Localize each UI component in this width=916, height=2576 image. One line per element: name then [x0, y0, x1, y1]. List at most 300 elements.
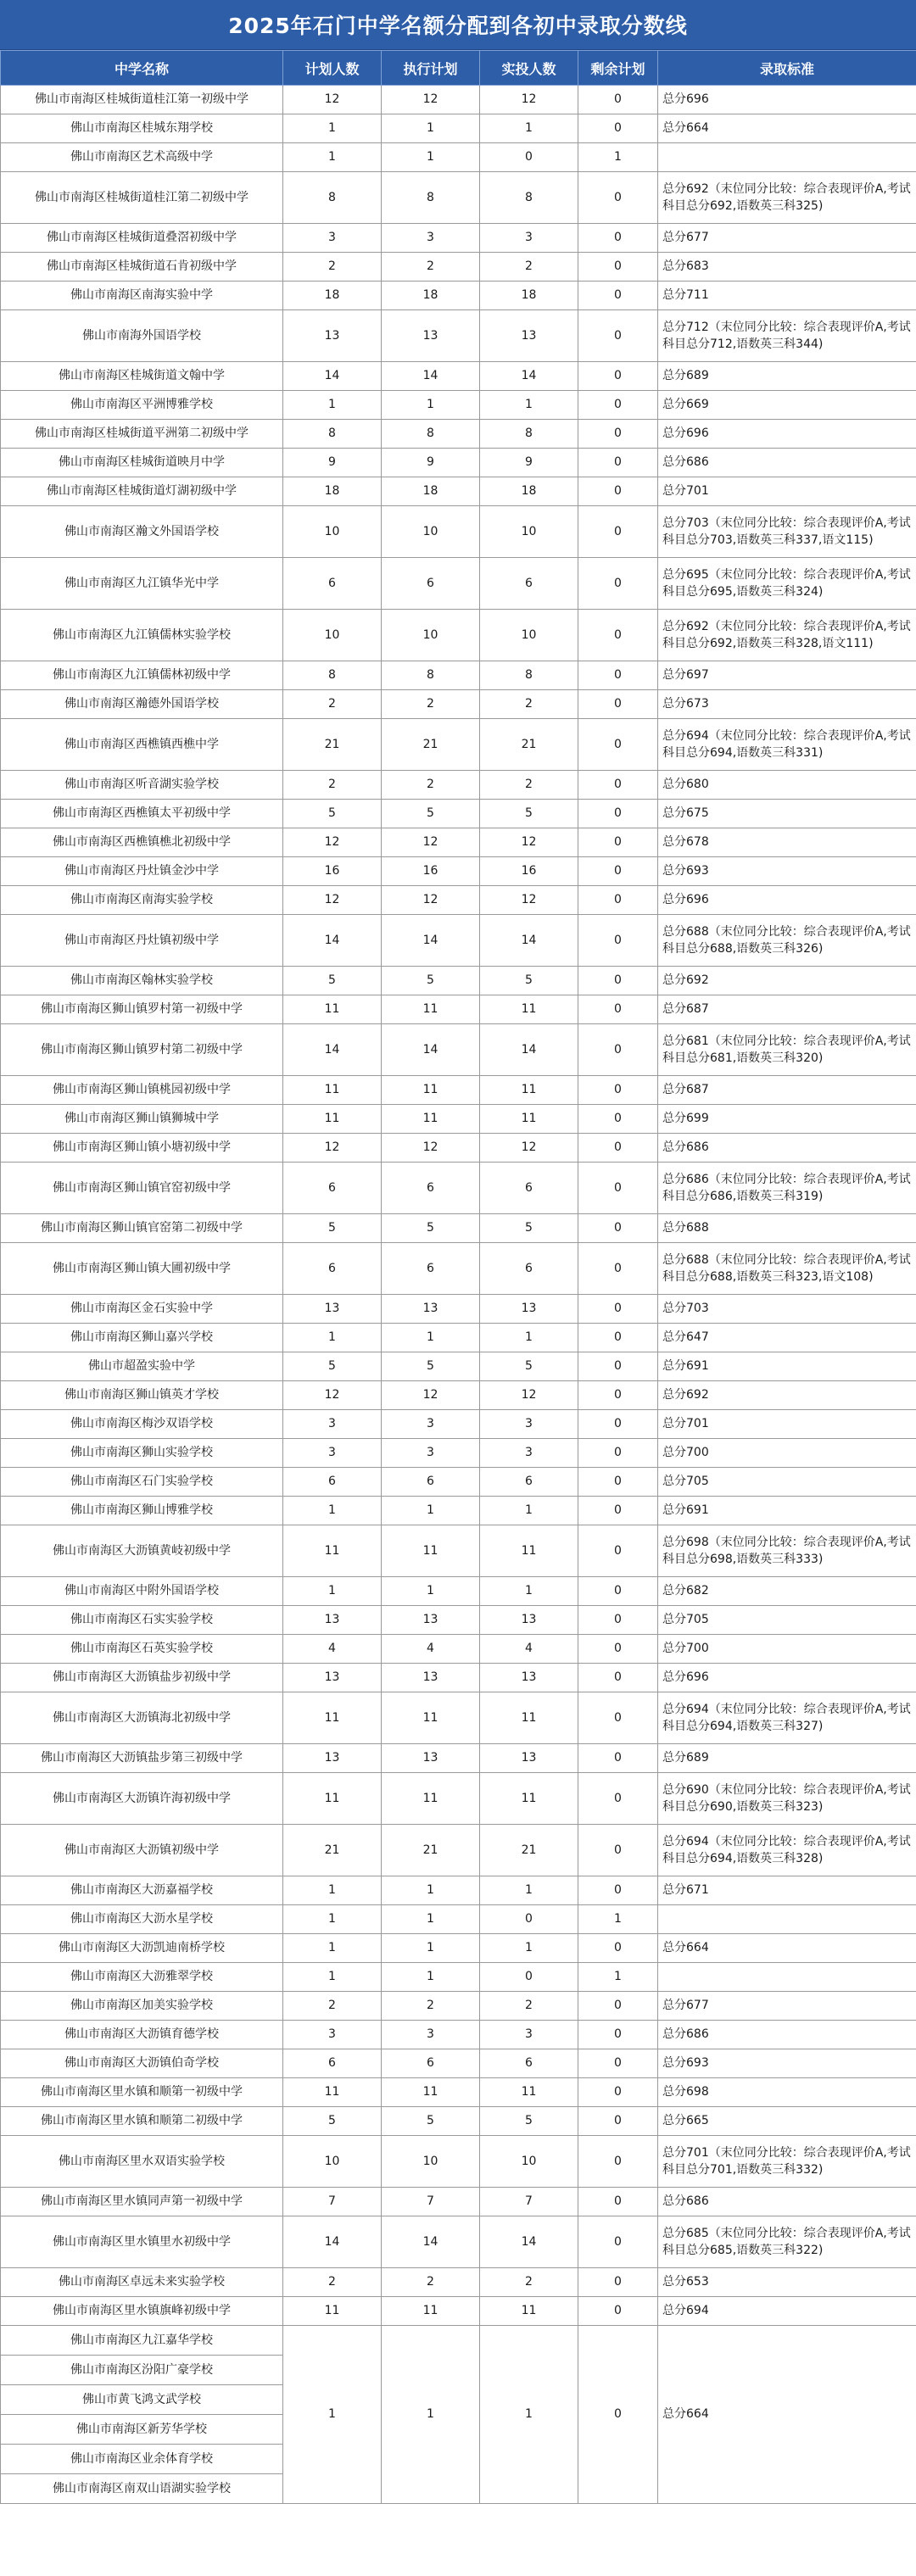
school-name-cell: 佛山市南海区九江镇儒林初级中学: [1, 661, 283, 690]
remaining-plan-cell: 0: [578, 1134, 658, 1163]
plan-count-cell: 1: [283, 1876, 382, 1905]
table-row: [1, 2297, 916, 2326]
table-row: [1, 2049, 916, 2078]
table-row: [1, 1664, 916, 1692]
remaining-plan-cell: 0: [578, 391, 658, 420]
actual-count-cell: 12: [480, 1381, 578, 1410]
school-name-cell: 佛山市南海区狮山实验学校: [1, 1439, 283, 1468]
plan-count-cell: 11: [283, 2078, 382, 2107]
table-row: [1, 610, 916, 661]
plan-count-cell: 1: [283, 1905, 382, 1934]
admission-standard-cell: 总分677: [658, 224, 916, 253]
exec-plan-cell: 8: [382, 661, 480, 690]
remaining-plan-cell: 0: [578, 2297, 658, 2326]
school-name-cell: 佛山市南海区九江嘉华学校: [1, 2326, 283, 2356]
actual-count-cell: 11: [480, 1692, 578, 1744]
exec-plan-cell: 1: [382, 1497, 480, 1525]
header-school-name: 中学名称: [1, 51, 283, 86]
plan-count-cell: 16: [283, 857, 382, 886]
admission-standard-cell: 总分694（末位同分比较：综合表现评价A,考试科目总分694,语数英三科328): [658, 1825, 916, 1876]
exec-plan-cell: 2: [382, 2268, 480, 2297]
remaining-plan-cell: 0: [578, 967, 658, 995]
plan-count-cell: 11: [283, 1692, 382, 1744]
remaining-plan-cell: 0: [578, 995, 658, 1024]
remaining-plan-cell: 0: [578, 1410, 658, 1439]
remaining-plan-cell: 0: [578, 1243, 658, 1295]
school-name-cell: 佛山市南海区金石实验中学: [1, 1295, 283, 1324]
remaining-plan-cell: 0: [578, 2216, 658, 2268]
exec-plan-cell: 3: [382, 2021, 480, 2049]
plan-count-cell: 8: [283, 420, 382, 449]
plan-count-cell: 11: [283, 2297, 382, 2326]
school-name-cell: 佛山市南海区狮山镇桃园初级中学: [1, 1076, 283, 1105]
remaining-plan-cell: 0: [578, 915, 658, 967]
actual-count-cell: 18: [480, 282, 578, 310]
school-name-cell: 佛山市南海区大沥镇伯奇学校: [1, 2049, 283, 2078]
actual-count-cell: 1: [480, 1324, 578, 1352]
admission-standard-cell: 总分681（末位同分比较：综合表现评价A,考试科目总分681,语数英三科320): [658, 1024, 916, 1076]
table-row: [1, 967, 916, 995]
actual-count-cell: 6: [480, 1243, 578, 1295]
remaining-plan-cell: 0: [578, 610, 658, 661]
exec-plan-cell: 1: [382, 1963, 480, 1992]
school-name-cell: 佛山市南海区狮山镇罗村第一初级中学: [1, 995, 283, 1024]
exec-plan-cell: 6: [382, 1163, 480, 1214]
school-name-cell: 佛山市南海区桂城街道文翰中学: [1, 362, 283, 391]
admission-standard-cell: 总分665: [658, 2107, 916, 2136]
school-name-cell: 佛山市南海区卓远未来实验学校: [1, 2268, 283, 2297]
header-exec-plan: 执行计划: [382, 51, 480, 86]
actual-count-cell: 1: [480, 1577, 578, 1606]
exec-plan-cell: 14: [382, 2216, 480, 2268]
school-name-cell: 佛山市南海区大沥镇海北初级中学: [1, 1692, 283, 1744]
plan-count-cell: 1: [283, 1963, 382, 1992]
exec-plan-cell: 2: [382, 690, 480, 719]
exec-plan-cell: 12: [382, 1381, 480, 1410]
school-name-cell: 佛山市南海区里水镇旗峰初级中学: [1, 2297, 283, 2326]
remaining-plan-cell: 0: [578, 2136, 658, 2188]
exec-plan-cell: 4: [382, 1635, 480, 1664]
actual-count-cell: 8: [480, 661, 578, 690]
exec-plan-cell: 7: [382, 2188, 480, 2216]
remaining-plan-cell: 0: [578, 1381, 658, 1410]
school-name-cell: 佛山市南海区加美实验学校: [1, 1992, 283, 2021]
exec-plan-cell: 1: [382, 1934, 480, 1963]
actual-count-cell: 10: [480, 610, 578, 661]
table-row: [1, 719, 916, 771]
admission-standard-cell: 总分689: [658, 1744, 916, 1773]
actual-count-cell: 12: [480, 886, 578, 915]
table-row: [1, 1134, 916, 1163]
table-row: [1, 828, 916, 857]
school-name-cell: 佛山市南海区南双山语湖实验学校: [1, 2474, 283, 2504]
table-row: [1, 1024, 916, 1076]
plan-count-cell: 1: [283, 114, 382, 143]
plan-count-cell: 2: [283, 771, 382, 800]
actual-count-cell: 21: [480, 719, 578, 771]
exec-plan-cell: 2: [382, 771, 480, 800]
plan-count-cell: 3: [283, 224, 382, 253]
actual-count-cell: 12: [480, 828, 578, 857]
admission-standard-cell: 总分701: [658, 1410, 916, 1439]
school-name-cell: 佛山市南海区南海实验中学: [1, 282, 283, 310]
plan-count-cell: 11: [283, 1076, 382, 1105]
plan-count-cell: 1: [283, 391, 382, 420]
exec-plan-cell: 13: [382, 310, 480, 362]
remaining-plan-cell: 0: [578, 2021, 658, 2049]
table-row: [1, 2216, 916, 2268]
admission-standard-cell: 总分711: [658, 282, 916, 310]
table-row: [1, 915, 916, 967]
admission-standard-cell: 总分688: [658, 1214, 916, 1243]
admission-standard-cell: 总分694: [658, 2297, 916, 2326]
school-name-cell: 佛山市南海区狮山镇官窑第二初级中学: [1, 1214, 283, 1243]
table-row: [1, 362, 916, 391]
admission-standard-cell: 总分647: [658, 1324, 916, 1352]
plan-count-cell: 1: [283, 143, 382, 172]
plan-count-cell: 14: [283, 362, 382, 391]
actual-count-cell: 14: [480, 915, 578, 967]
actual-count-cell: 1: [480, 114, 578, 143]
admission-standard-cell: 总分694（末位同分比较：综合表现评价A,考试科目总分694,语数英三科327): [658, 1692, 916, 1744]
exec-plan-cell: 12: [382, 886, 480, 915]
actual-count-cell: 2: [480, 253, 578, 282]
actual-count-cell: 4: [480, 1635, 578, 1664]
plan-count-cell: 5: [283, 967, 382, 995]
table-row: [1, 1243, 916, 1295]
admission-standard-cell: 总分701: [658, 477, 916, 506]
table-row: [1, 420, 916, 449]
remaining-plan-cell: 0: [578, 506, 658, 558]
school-name-cell: 佛山市南海区瀚文外国语学校: [1, 506, 283, 558]
plan-count-cell: 1: [283, 2326, 382, 2504]
exec-plan-cell: 1: [382, 1876, 480, 1905]
school-name-cell: 佛山市南海区桂城街道桂江第一初级中学: [1, 86, 283, 114]
actual-count-cell: 11: [480, 1525, 578, 1577]
remaining-plan-cell: 0: [578, 2107, 658, 2136]
actual-count-cell: 3: [480, 2021, 578, 2049]
table-row: [1, 391, 916, 420]
exec-plan-cell: 21: [382, 719, 480, 771]
admission-standard-cell: 总分671: [658, 1876, 916, 1905]
admission-standard-cell: 总分692: [658, 967, 916, 995]
table-row: [1, 1692, 916, 1744]
remaining-plan-cell: 0: [578, 1692, 658, 1744]
remaining-plan-cell: 0: [578, 661, 658, 690]
admission-standard-cell: 总分700: [658, 1439, 916, 1468]
plan-count-cell: 5: [283, 1352, 382, 1381]
school-name-cell: 佛山市南海区大沥凯迪南桥学校: [1, 1934, 283, 1963]
exec-plan-cell: 18: [382, 282, 480, 310]
plan-count-cell: 5: [283, 2107, 382, 2136]
header-plan-count: 计划人数: [283, 51, 382, 86]
admission-standard-cell: 总分692（末位同分比较：综合表现评价A,考试科目总分692,语数英三科328,语文111): [658, 610, 916, 661]
actual-count-cell: 3: [480, 1410, 578, 1439]
table-row: [1, 1773, 916, 1825]
table-row: [1, 310, 916, 362]
admission-standard-cell: 总分688（末位同分比较：综合表现评价A,考试科目总分688,语数英三科323,语文108): [658, 1243, 916, 1295]
admission-standard-cell: 总分689: [658, 362, 916, 391]
actual-count-cell: 5: [480, 1352, 578, 1381]
exec-plan-cell: 11: [382, 1525, 480, 1577]
exec-plan-cell: 3: [382, 1439, 480, 1468]
admission-standard-cell: 总分696: [658, 86, 916, 114]
school-name-cell: 佛山市南海区里水镇同声第一初级中学: [1, 2188, 283, 2216]
admission-standard-cell: 总分653: [658, 2268, 916, 2297]
school-name-cell: 佛山市南海区梅沙双语学校: [1, 1410, 283, 1439]
admission-standard-cell: 总分703（末位同分比较：综合表现评价A,考试科目总分703,语数英三科337,语文115): [658, 506, 916, 558]
admission-standard-cell: 总分697: [658, 661, 916, 690]
plan-count-cell: 13: [283, 1744, 382, 1773]
actual-count-cell: 13: [480, 1295, 578, 1324]
plan-count-cell: 2: [283, 2268, 382, 2297]
plan-count-cell: 11: [283, 995, 382, 1024]
exec-plan-cell: 3: [382, 224, 480, 253]
actual-count-cell: 2: [480, 2268, 578, 2297]
school-name-cell: 佛山市南海区狮山镇小塘初级中学: [1, 1134, 283, 1163]
exec-plan-cell: 1: [382, 114, 480, 143]
table-row: [1, 1876, 916, 1905]
exec-plan-cell: 12: [382, 1134, 480, 1163]
school-name-cell: 佛山市南海区里水镇和顺第一初级中学: [1, 2078, 283, 2107]
admission-standard-cell: 总分664: [658, 114, 916, 143]
actual-count-cell: 16: [480, 857, 578, 886]
school-name-cell: 佛山市南海区大沥镇盐步第三初级中学: [1, 1744, 283, 1773]
plan-count-cell: 1: [283, 1934, 382, 1963]
exec-plan-cell: 1: [382, 1577, 480, 1606]
table-row: [1, 1468, 916, 1497]
plan-count-cell: 1: [283, 1577, 382, 1606]
actual-count-cell: 14: [480, 2216, 578, 2268]
remaining-plan-cell: 0: [578, 800, 658, 828]
exec-plan-cell: 10: [382, 610, 480, 661]
remaining-plan-cell: 0: [578, 1214, 658, 1243]
table-row: [1, 1214, 916, 1243]
remaining-plan-cell: 0: [578, 1076, 658, 1105]
exec-plan-cell: 11: [382, 995, 480, 1024]
remaining-plan-cell: 0: [578, 310, 658, 362]
admission-standard-cell: [658, 1905, 916, 1934]
school-name-cell: 佛山市南海区桂城街道映月中学: [1, 449, 283, 477]
exec-plan-cell: 11: [382, 2297, 480, 2326]
admission-standard-cell: 总分682: [658, 1577, 916, 1606]
plan-count-cell: 18: [283, 477, 382, 506]
exec-plan-cell: 21: [382, 1825, 480, 1876]
table-row: [1, 2136, 916, 2188]
plan-count-cell: 13: [283, 1295, 382, 1324]
table-row: [1, 1825, 916, 1876]
remaining-plan-cell: 0: [578, 719, 658, 771]
remaining-plan-cell: 0: [578, 1577, 658, 1606]
plan-count-cell: 9: [283, 449, 382, 477]
school-name-cell: 佛山市南海区石实实验学校: [1, 1606, 283, 1635]
school-name-cell: 佛山市南海区汾阳广豪学校: [1, 2356, 283, 2385]
table-header-row: [1, 51, 916, 86]
plan-count-cell: 6: [283, 1243, 382, 1295]
remaining-plan-cell: 0: [578, 1439, 658, 1468]
remaining-plan-cell: 0: [578, 1295, 658, 1324]
school-name-cell: 佛山市南海区西樵镇太平初级中学: [1, 800, 283, 828]
table-row: [1, 995, 916, 1024]
admission-standard-cell: 总分703: [658, 1295, 916, 1324]
exec-plan-cell: 6: [382, 2049, 480, 2078]
plan-count-cell: 8: [283, 661, 382, 690]
school-name-cell: 佛山市南海区桂城街道叠滘初级中学: [1, 224, 283, 253]
school-name-cell: 佛山市南海区大沥镇育德学校: [1, 2021, 283, 2049]
actual-count-cell: 11: [480, 2078, 578, 2107]
exec-plan-cell: 8: [382, 420, 480, 449]
admission-standard-cell: 总分700: [658, 1635, 916, 1664]
table-row: [1, 253, 916, 282]
actual-count-cell: 18: [480, 477, 578, 506]
remaining-plan-cell: 0: [578, 690, 658, 719]
exec-plan-cell: 5: [382, 967, 480, 995]
exec-plan-cell: 5: [382, 1352, 480, 1381]
table-row: [1, 1324, 916, 1352]
table-row: [1, 2021, 916, 2049]
remaining-plan-cell: 0: [578, 2078, 658, 2107]
school-name-cell: 佛山市南海区新芳华学校: [1, 2415, 283, 2445]
admission-standard-cell: 总分695（末位同分比较：综合表现评价A,考试科目总分695,语数英三科324): [658, 558, 916, 610]
admission-standard-cell: 总分669: [658, 391, 916, 420]
plan-count-cell: 1: [283, 1497, 382, 1525]
remaining-plan-cell: 0: [578, 449, 658, 477]
plan-count-cell: 11: [283, 1525, 382, 1577]
plan-count-cell: 12: [283, 828, 382, 857]
remaining-plan-cell: 0: [578, 828, 658, 857]
admission-standard-cell: 总分699: [658, 1105, 916, 1134]
plan-count-cell: 5: [283, 800, 382, 828]
school-name-cell: 佛山市南海区桂城街道灯湖初级中学: [1, 477, 283, 506]
remaining-plan-cell: 0: [578, 2188, 658, 2216]
school-name-cell: 佛山市南海区大沥镇许海初级中学: [1, 1773, 283, 1825]
plan-count-cell: 12: [283, 886, 382, 915]
admission-standard-cell: 总分712（末位同分比较：综合表现评价A,考试科目总分712,语数英三科344): [658, 310, 916, 362]
exec-plan-cell: 13: [382, 1664, 480, 1692]
plan-count-cell: 6: [283, 1468, 382, 1497]
plan-count-cell: 7: [283, 2188, 382, 2216]
school-name-cell: 佛山市南海区桂城东翔学校: [1, 114, 283, 143]
exec-plan-cell: 6: [382, 1243, 480, 1295]
exec-plan-cell: 18: [382, 477, 480, 506]
school-name-cell: 佛山市南海区石英实验学校: [1, 1635, 283, 1664]
school-name-cell: 佛山市南海区狮山镇大圃初级中学: [1, 1243, 283, 1295]
actual-count-cell: 5: [480, 800, 578, 828]
plan-count-cell: 6: [283, 1163, 382, 1214]
school-name-cell: 佛山市南海区狮山博雅学校: [1, 1497, 283, 1525]
actual-count-cell: 8: [480, 172, 578, 224]
table-row: [1, 1606, 916, 1635]
table-row: [1, 886, 916, 915]
plan-count-cell: 2: [283, 690, 382, 719]
table-row: [1, 1295, 916, 1324]
admission-standard-cell: 总分678: [658, 828, 916, 857]
exec-plan-cell: 8: [382, 172, 480, 224]
remaining-plan-cell: 0: [578, 857, 658, 886]
admission-standard-cell: 总分696: [658, 886, 916, 915]
admission-standard-cell: 总分696: [658, 1664, 916, 1692]
actual-count-cell: 2: [480, 771, 578, 800]
school-name-cell: 佛山市南海区瀚德外国语学校: [1, 690, 283, 719]
exec-plan-cell: 1: [382, 391, 480, 420]
school-name-cell: 佛山市南海区桂城街道石肯初级中学: [1, 253, 283, 282]
actual-count-cell: 5: [480, 1214, 578, 1243]
school-name-cell: 佛山市南海区南海实验学校: [1, 886, 283, 915]
admission-standard-cell: 总分696: [658, 420, 916, 449]
admission-standard-cell: 总分705: [658, 1606, 916, 1635]
exec-plan-cell: 11: [382, 1076, 480, 1105]
table-row: [1, 224, 916, 253]
remaining-plan-cell: 0: [578, 114, 658, 143]
plan-count-cell: 8: [283, 172, 382, 224]
plan-count-cell: 10: [283, 2136, 382, 2188]
table-row: [1, 477, 916, 506]
actual-count-cell: 6: [480, 558, 578, 610]
plan-count-cell: 5: [283, 1214, 382, 1243]
table-row: [1, 1992, 916, 2021]
table-row: [1, 1105, 916, 1134]
plan-count-cell: 2: [283, 1992, 382, 2021]
remaining-plan-cell: 0: [578, 1163, 658, 1214]
admission-standard-cell: 总分685（末位同分比较：综合表现评价A,考试科目总分685,语数英三科322): [658, 2216, 916, 2268]
table-row: [1, 506, 916, 558]
actual-count-cell: 2: [480, 1992, 578, 2021]
admission-table: [0, 50, 916, 2504]
actual-count-cell: 12: [480, 1134, 578, 1163]
exec-plan-cell: 14: [382, 1024, 480, 1076]
remaining-plan-cell: 1: [578, 1905, 658, 1934]
table-row: [1, 172, 916, 224]
table-row: [1, 857, 916, 886]
exec-plan-cell: 6: [382, 558, 480, 610]
plan-count-cell: 1: [283, 1324, 382, 1352]
table-row: [1, 1577, 916, 1606]
school-name-cell: 佛山市南海区大沥嘉福学校: [1, 1876, 283, 1905]
admission-standard-cell: 总分690（末位同分比较：综合表现评价A,考试科目总分690,语数英三科323): [658, 1773, 916, 1825]
admission-standard-cell: 总分664: [658, 1934, 916, 1963]
plan-count-cell: 21: [283, 1825, 382, 1876]
school-name-cell: 佛山市南海区大沥雅翠学校: [1, 1963, 283, 1992]
remaining-plan-cell: 0: [578, 1876, 658, 1905]
table-row: [1, 661, 916, 690]
table-row: [1, 449, 916, 477]
actual-count-cell: 14: [480, 362, 578, 391]
actual-count-cell: 3: [480, 224, 578, 253]
table-row: [1, 1163, 916, 1214]
admission-standard-cell: 总分673: [658, 690, 916, 719]
exec-plan-cell: 14: [382, 915, 480, 967]
table-row: [1, 2188, 916, 2216]
school-name-cell: 佛山市南海区九江镇华光中学: [1, 558, 283, 610]
school-name-cell: 佛山市南海区艺术高级中学: [1, 143, 283, 172]
remaining-plan-cell: 0: [578, 886, 658, 915]
table-row: [1, 2078, 916, 2107]
actual-count-cell: 11: [480, 1105, 578, 1134]
exec-plan-cell: 6: [382, 1468, 480, 1497]
school-name-cell: 佛山市南海区九江镇儒林实验学校: [1, 610, 283, 661]
exec-plan-cell: 5: [382, 800, 480, 828]
admission-standard-cell: 总分692（末位同分比较：综合表现评价A,考试科目总分692,语数英三科325): [658, 172, 916, 224]
remaining-plan-cell: 0: [578, 1664, 658, 1692]
plan-count-cell: 13: [283, 310, 382, 362]
plan-count-cell: 10: [283, 506, 382, 558]
plan-count-cell: 3: [283, 2021, 382, 2049]
admission-standard-cell: 总分686（末位同分比较：综合表现评价A,考试科目总分686,语数英三科319): [658, 1163, 916, 1214]
plan-count-cell: 2: [283, 253, 382, 282]
school-name-cell: 佛山市南海区桂城街道平洲第二初级中学: [1, 420, 283, 449]
admission-standard-cell: 总分692: [658, 1381, 916, 1410]
table-row-merged-group: [1, 2326, 916, 2356]
